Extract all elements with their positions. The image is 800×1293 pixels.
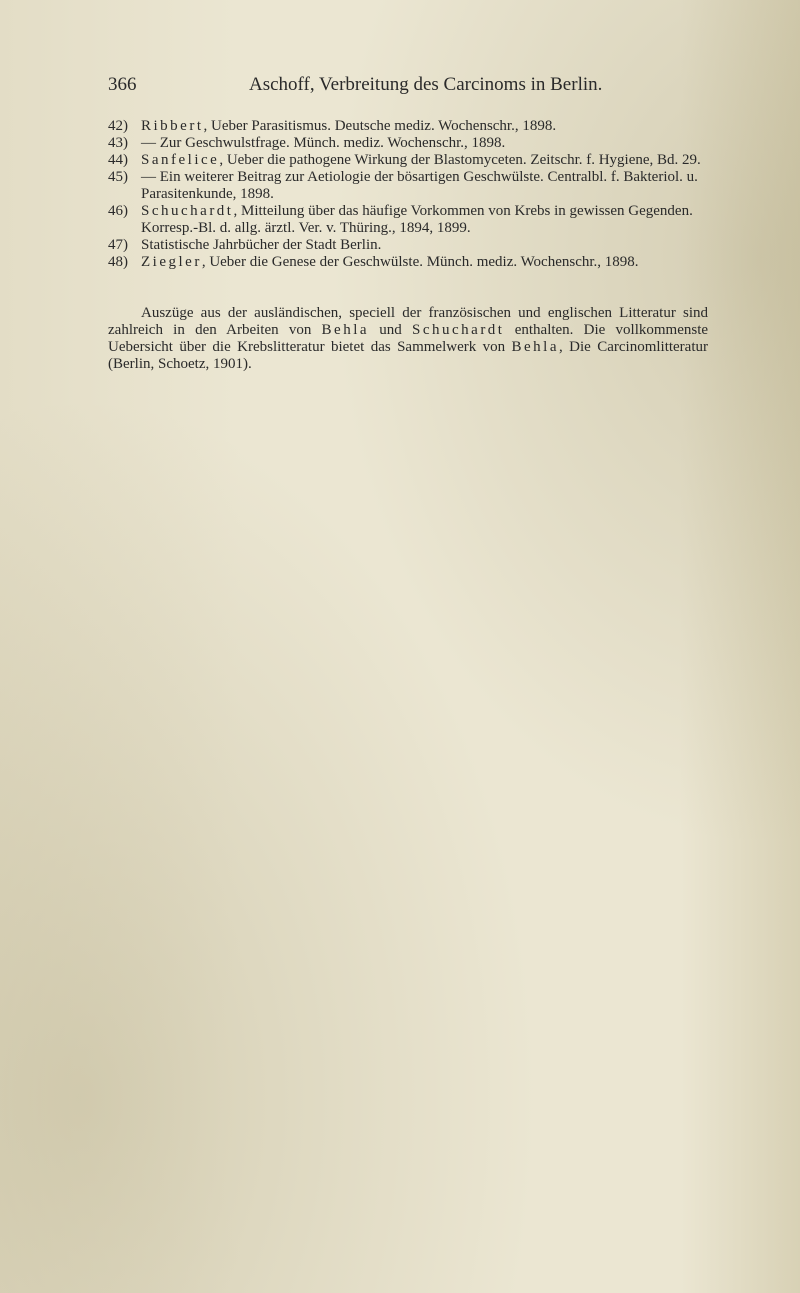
reference-item bbox=[108, 169, 708, 203]
reference-author: Ziegler bbox=[141, 254, 202, 270]
reference-item bbox=[108, 118, 708, 135]
reference-item bbox=[108, 152, 708, 169]
reference-text: — Ein weiterer Beitrag zur Aetiologie der bösartigen Geschwülste. Centralbl. f. Bakteriol. u. Parasitenkunde, 1898. bbox=[141, 169, 698, 202]
page-header bbox=[108, 74, 708, 98]
reference-number: 48) bbox=[108, 254, 128, 270]
reference-text: — Zur Geschwulstfrage. Münch. mediz. Wochenschr., 1898. bbox=[141, 135, 506, 151]
reference-number: 43) bbox=[108, 135, 128, 151]
reference-text: , Ueber die Genese der Geschwülste. Münch. mediz. Wochenschr., 1898. bbox=[201, 254, 639, 270]
reference-number: 42) bbox=[108, 118, 128, 134]
author-name: Behla bbox=[511, 339, 560, 355]
paragraph-text: enthalten. Die vollkommenste Uebersicht über die Krebslitteratur bietet das Sammelwerk von bbox=[108, 322, 709, 355]
reference-text: , Ueber die pathogene Wirkung der Blastomyceten. Zeitschr. f. Hygiene, Bd. 29. bbox=[219, 152, 701, 168]
reference-item bbox=[108, 254, 708, 271]
reference-text: Statistische Jahrbücher der Stadt Berlin. bbox=[141, 237, 382, 253]
reference-author: Ribbert bbox=[141, 118, 204, 134]
author-name: Schuchardt bbox=[412, 322, 505, 338]
reference-author: Sanfelice bbox=[141, 152, 220, 168]
reference-item bbox=[108, 203, 708, 237]
reference-text: , Ueber Parasitismus. Deutsche mediz. Wochenschr., 1898. bbox=[203, 118, 557, 134]
paragraph-text: , Die Carcinomlitteratur (Berlin, Schoetz, 1901). bbox=[108, 339, 708, 372]
paragraph-text: und bbox=[369, 322, 412, 338]
author-name: Behla bbox=[321, 322, 370, 338]
reference-list bbox=[108, 118, 708, 271]
page-number: 366 bbox=[108, 74, 137, 95]
paragraph-text: Auszüge aus der ausländischen, speciell der französischen und englischen Litteratur sind zahlreich in den Arbeiten von bbox=[108, 305, 708, 338]
reference-number: 47) bbox=[108, 237, 128, 253]
reference-number: 44) bbox=[108, 152, 128, 168]
reference-number: 45) bbox=[108, 169, 128, 185]
running-title: Aschoff, Verbreitung des Carcinoms in Berlin. bbox=[249, 74, 603, 95]
reference-item bbox=[108, 237, 708, 254]
reference-author: Schuchardt bbox=[141, 203, 234, 219]
body-paragraph bbox=[108, 305, 708, 373]
reference-number: 46) bbox=[108, 203, 128, 219]
reference-item bbox=[108, 135, 708, 152]
reference-text: , Mitteilung über das häufige Vorkommen von Krebs in gewissen Gegenden. Korresp.-Bl. d. allg. ärztl. Ver. v. Thüring., 1894, 1899. bbox=[141, 203, 693, 236]
